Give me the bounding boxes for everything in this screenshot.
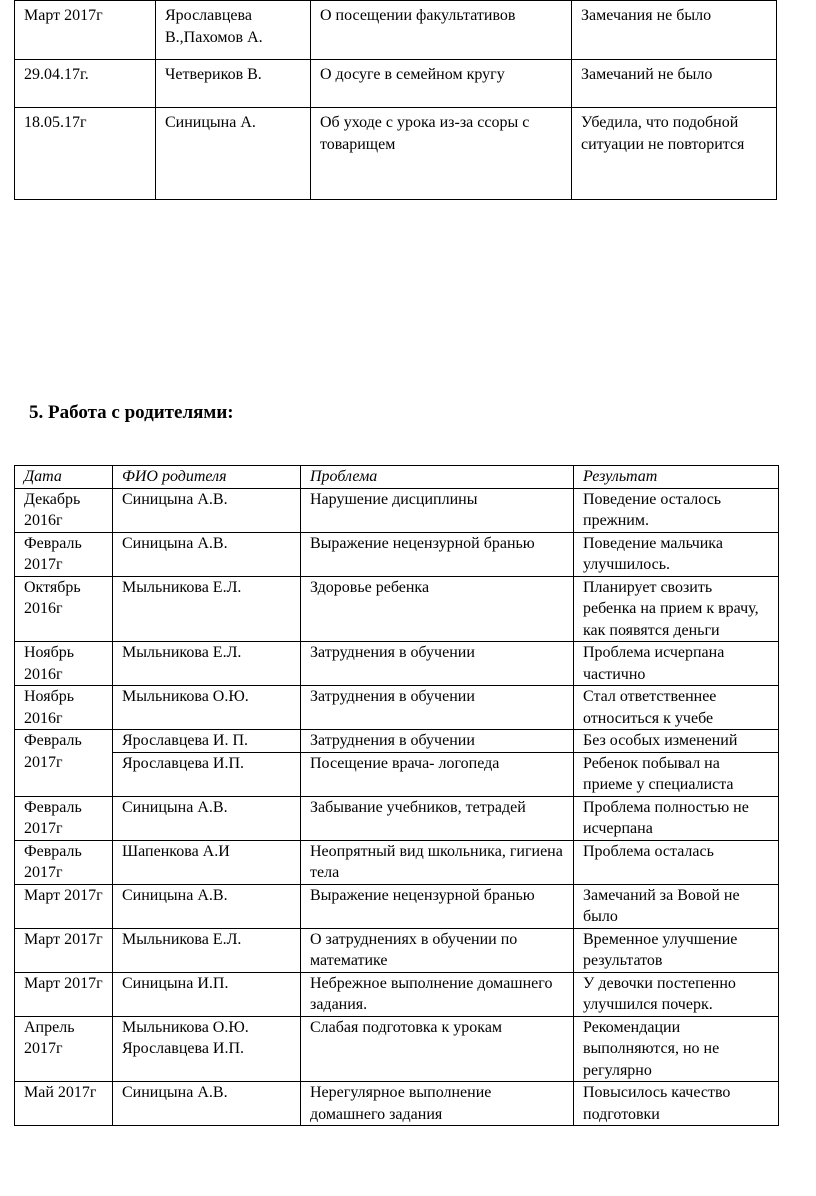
date-cell: Март 2017г	[15, 884, 113, 928]
problem-cell: Посещение врача- логопеда	[301, 752, 574, 796]
date-cell: Февраль 2017г	[15, 532, 113, 576]
parent-cell: Синицына А.В.	[113, 796, 301, 840]
result-cell: Планирует свозить ребенка на прием к врачу, как появятся деньги	[574, 576, 779, 642]
table-row	[15, 686, 779, 730]
topic-cell: О посещении факультативов	[311, 1, 572, 60]
problem-cell: Затруднения в обучении	[301, 730, 574, 753]
problem-cell: Затруднения в обучении	[301, 686, 574, 730]
result-cell: Ребенок побывал на приеме у специалиста	[574, 752, 779, 796]
result-cell: Проблема исчерпана частично	[574, 642, 779, 686]
date-cell: Май 2017г	[15, 1082, 113, 1126]
date-cell: Февраль 2017г	[15, 730, 113, 797]
problem-cell: Выражение нецензурной бранью	[301, 532, 574, 576]
student-cell: Четвериков В.	[156, 60, 311, 108]
date-cell: Декабрь 2016г	[15, 488, 113, 532]
consultations-table	[14, 0, 777, 200]
section-heading: 5. Работа с родителями:	[29, 402, 234, 423]
problem-cell: О затруднениях в обучении по математике	[301, 928, 574, 972]
table-row	[15, 752, 779, 796]
parents-work-table	[14, 465, 779, 1126]
problem-cell: Выражение нецензурной бранью	[301, 884, 574, 928]
problem-cell: Нерегулярное выполнение домашнего задания	[301, 1082, 574, 1126]
result-cell: Поведение мальчика улучшилось.	[574, 532, 779, 576]
result-cell: Без особых изменений	[574, 730, 779, 753]
student-cell: Ярославцева В.,Пахомов А.	[156, 1, 311, 60]
parent-cell: Синицына А.В.	[113, 532, 301, 576]
table-row	[15, 1082, 779, 1126]
parent-cell: Синицына И.П.	[113, 972, 301, 1016]
table-row	[15, 796, 779, 840]
table-row	[15, 928, 779, 972]
table-row	[15, 1, 777, 60]
result-cell: Замечаний за Вовой не было	[574, 884, 779, 928]
column-header-result: Результат	[574, 466, 779, 489]
date-cell: 18.05.17г	[15, 108, 156, 200]
column-header-date: Дата	[15, 466, 113, 489]
parent-cell: Мыльникова О.Ю.	[113, 686, 301, 730]
column-header-parent: ФИО родителя	[113, 466, 301, 489]
parent-cell: Мыльникова Е.Л.	[113, 576, 301, 642]
table-row	[15, 642, 779, 686]
table-header-row	[15, 466, 779, 489]
table-row	[15, 576, 779, 642]
result-cell: Повысилось качество подготовки	[574, 1082, 779, 1126]
date-cell: Март 2017г	[15, 1, 156, 60]
table-row	[15, 532, 779, 576]
parent-cell: Синицына А.В.	[113, 1082, 301, 1126]
problem-cell: Небрежное выполнение домашнего задания.	[301, 972, 574, 1016]
problem-cell: Затруднения в обучении	[301, 642, 574, 686]
topic-cell: О досуге в семейном кругу	[311, 60, 572, 108]
parent-cell: Мыльникова Е.Л.	[113, 928, 301, 972]
topic-cell: Об уходе с урока из-за ссоры с товарищем	[311, 108, 572, 200]
problem-cell: Забывание учебников, тетрадей	[301, 796, 574, 840]
result-cell: Замечания не было	[572, 1, 777, 60]
problem-cell: Неопрятный вид школьника, гигиена тела	[301, 840, 574, 884]
parent-cell: Мыльникова О.Ю. Ярославцева И.П.	[113, 1016, 301, 1082]
result-cell: Убедила, что подобной ситуации не повторится	[572, 108, 777, 200]
parent-cell: Шапенкова А.И	[113, 840, 301, 884]
date-cell: Ноябрь 2016г	[15, 686, 113, 730]
date-cell: Апрель 2017г	[15, 1016, 113, 1082]
result-cell: Проблема полностью не исчерпана	[574, 796, 779, 840]
table-row	[15, 730, 779, 753]
table-row	[15, 972, 779, 1016]
date-cell: Февраль 2017г	[15, 840, 113, 884]
result-cell: Проблема осталась	[574, 840, 779, 884]
problem-cell: Слабая подготовка к урокам	[301, 1016, 574, 1082]
table-row	[15, 60, 777, 108]
parent-cell: Синицына А.В.	[113, 488, 301, 532]
problem-cell: Нарушение дисциплины	[301, 488, 574, 532]
result-cell: Временное улучшение результатов	[574, 928, 779, 972]
table-row	[15, 1016, 779, 1082]
date-cell: Февраль 2017г	[15, 796, 113, 840]
student-cell: Синицына А.	[156, 108, 311, 200]
parent-cell: Синицына А.В.	[113, 884, 301, 928]
date-cell: 29.04.17г.	[15, 60, 156, 108]
table-row	[15, 488, 779, 532]
parent-cell: Ярославцева И. П.	[113, 730, 301, 753]
parent-cell: Ярославцева И.П.	[113, 752, 301, 796]
result-cell: Рекомендации выполняются, но не регулярно	[574, 1016, 779, 1082]
result-cell: Замечаний не было	[572, 60, 777, 108]
date-cell: Март 2017г	[15, 928, 113, 972]
result-cell: У девочки постепенно улучшился почерк.	[574, 972, 779, 1016]
date-cell: Ноябрь 2016г	[15, 642, 113, 686]
table-row	[15, 840, 779, 884]
date-cell: Март 2017г	[15, 972, 113, 1016]
date-cell: Октябрь 2016г	[15, 576, 113, 642]
problem-cell: Здоровье ребенка	[301, 576, 574, 642]
result-cell: Стал ответственнее относиться к учебе	[574, 686, 779, 730]
table-row	[15, 108, 777, 200]
column-header-problem: Проблема	[301, 466, 574, 489]
parent-cell: Мыльникова Е.Л.	[113, 642, 301, 686]
table-row	[15, 884, 779, 928]
result-cell: Поведение осталось прежним.	[574, 488, 779, 532]
